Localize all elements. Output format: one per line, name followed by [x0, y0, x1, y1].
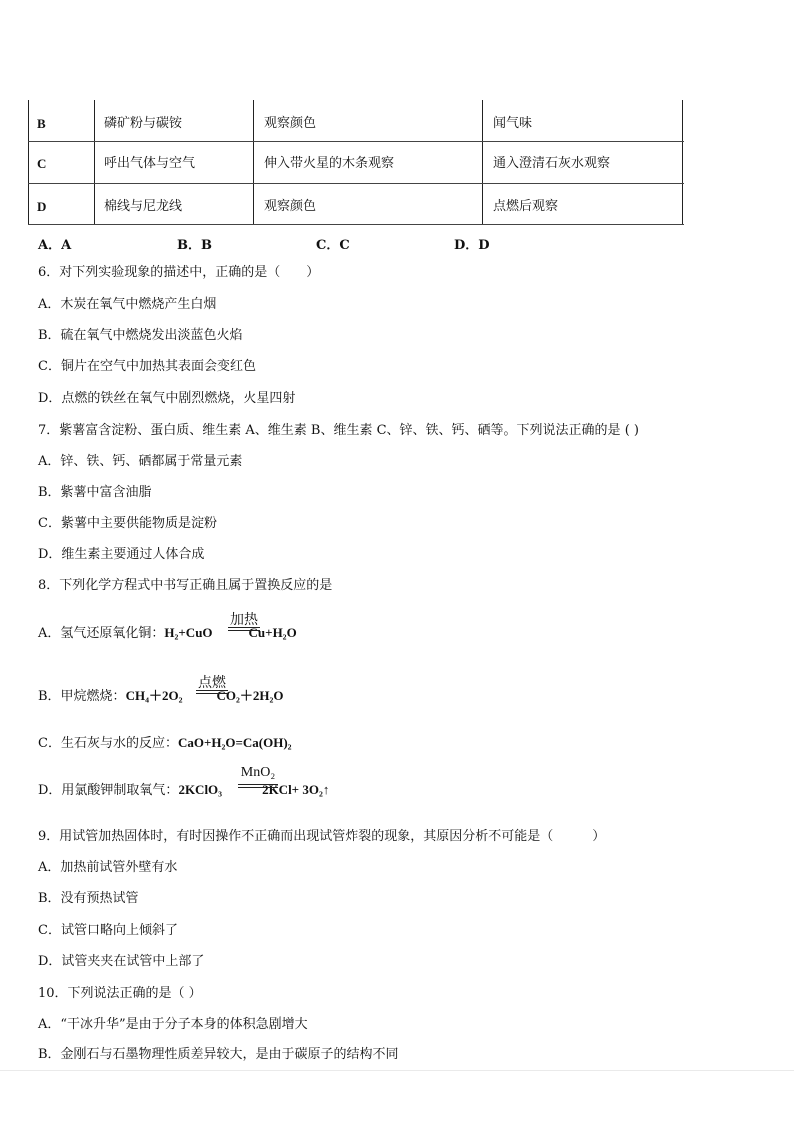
table-cell: 棉线与尼龙线 — [104, 199, 183, 214]
q8-a-label: A．氢气还原氧化铜： — [38, 626, 165, 641]
choice-a: A．A — [38, 238, 72, 253]
page-bottom-edge — [0, 1070, 794, 1071]
q9-stem: 9．用试管加热固体时，有时因操作不正确而出现试管炸裂的现象，其原因分析不可能是（ ） — [38, 829, 606, 844]
q8-c-label: C．生石灰与水的反应： — [38, 736, 178, 751]
table-cell-key: D — [37, 199, 47, 214]
table-row-divider — [28, 141, 684, 142]
table-cell: 呼出气体与空气 — [104, 156, 196, 171]
q8-d-condition: MnO₂ — [240, 765, 276, 780]
q6-option-d: D．点燃的铁丝在氧气中剧烈燃烧，火星四射 — [38, 391, 296, 406]
q10-stem: 10．下列说法正确的是（ ） — [38, 986, 202, 1001]
q8-option-b — [38, 687, 284, 706]
table-divider — [253, 100, 254, 225]
q8-b-condition: 点燃 — [198, 675, 226, 691]
q6-option-c: C．铜片在空气中加热其表面会变红色 — [38, 359, 256, 374]
q8-b-arrow — [196, 693, 228, 694]
table-cell: 观察颜色 — [264, 199, 317, 214]
q7-option-a: A．锌、铁、钙、硒都属于常量元素 — [38, 454, 243, 469]
q6-option-a: A．木炭在氧气中燃烧产生白烟 — [38, 297, 217, 312]
choice-b: B．B — [177, 238, 212, 253]
q6-stem: 6．对下列实验现象的描述中，正确的是（ ） — [38, 265, 320, 280]
choice-d: D．D — [454, 238, 490, 253]
table-border-right — [682, 100, 683, 225]
q9-option-d: D．试管夹夹在试管中上部了 — [38, 954, 205, 969]
q8-b-arrow — [196, 690, 228, 691]
table-row-divider — [28, 183, 684, 184]
table-cell: 点燃后观察 — [493, 199, 559, 214]
q8-c-equation: CaO+H₂O=Ca(OH)₂ — [177, 735, 292, 750]
q7-option-c: C．紫薯中主要供能物质是淀粉 — [38, 516, 217, 531]
q5-choices — [38, 234, 538, 252]
q8-d-arrow — [238, 784, 278, 785]
q8-b-reactants: CH₄＋2O₂ — [125, 688, 183, 703]
q9-option-a: A．加热前试管外壁有水 — [38, 860, 178, 875]
q7-stem: 7．紫薯富含淀粉、蛋白质、维生素 A、维生素 B、维生素 C、锌、铁、钙、硒等。下列说法正确的是 ( ) — [38, 423, 639, 438]
choice-c: C．C — [316, 238, 350, 253]
q8-option-c — [38, 734, 292, 753]
table-cell: 闻气味 — [493, 116, 533, 131]
table-cell: 观察颜色 — [264, 116, 317, 131]
comparison-table — [28, 100, 684, 225]
table-cell: 通入澄清石灰水观察 — [493, 156, 611, 171]
q8-option-d — [38, 781, 329, 800]
q8-a-arrow — [228, 627, 260, 628]
q8-d-arrow — [238, 787, 278, 788]
table-divider — [94, 100, 95, 225]
table-cell-key: B — [37, 116, 46, 131]
q8-stem: 8．下列化学方程式中书写正确且属于置换反应的是 — [38, 578, 333, 593]
table-cell: 磷矿粉与碳铵 — [104, 116, 183, 131]
q7-option-b: B．紫薯中富含油脂 — [38, 485, 152, 500]
q8-d-label: D．用氯酸钾制取氧气： — [38, 783, 179, 798]
q8-d-reactants: 2KClO₃ — [178, 782, 223, 797]
q9-option-b: B．没有预热试管 — [38, 891, 139, 906]
q9-option-c: C．试管口略向上倾斜了 — [38, 923, 178, 938]
q8-d-products: 2KCl+ 3O₂↑ — [262, 782, 330, 797]
q8-a-condition: 加热 — [230, 612, 258, 628]
q6-option-b: B．硫在氧气中燃烧发出淡蓝色火焰 — [38, 328, 243, 343]
q7-option-d: D．维生素主要通过人体合成 — [38, 547, 205, 562]
q8-a-arrow — [228, 630, 260, 631]
q8-b-products: CO₂＋2H₂O — [216, 688, 284, 703]
q8-b-label: B．甲烷燃烧： — [38, 689, 126, 704]
table-divider — [482, 100, 483, 225]
table-cell: 伸入带火星的木条观察 — [264, 156, 395, 171]
q10-option-a: A．“干冰升华”是由于分子本身的体积急剧增大 — [38, 1017, 308, 1032]
table-border-bottom — [28, 224, 684, 225]
q8-a-products: Cu+H₂O — [248, 625, 297, 640]
table-border-left — [28, 100, 29, 225]
q8-a-reactants: H₂+CuO — [164, 625, 213, 640]
q10-option-b: B．金刚石与石墨物理性质差异较大，是由于碳原子的结构不同 — [38, 1047, 399, 1062]
table-cell-key: C — [37, 156, 47, 171]
